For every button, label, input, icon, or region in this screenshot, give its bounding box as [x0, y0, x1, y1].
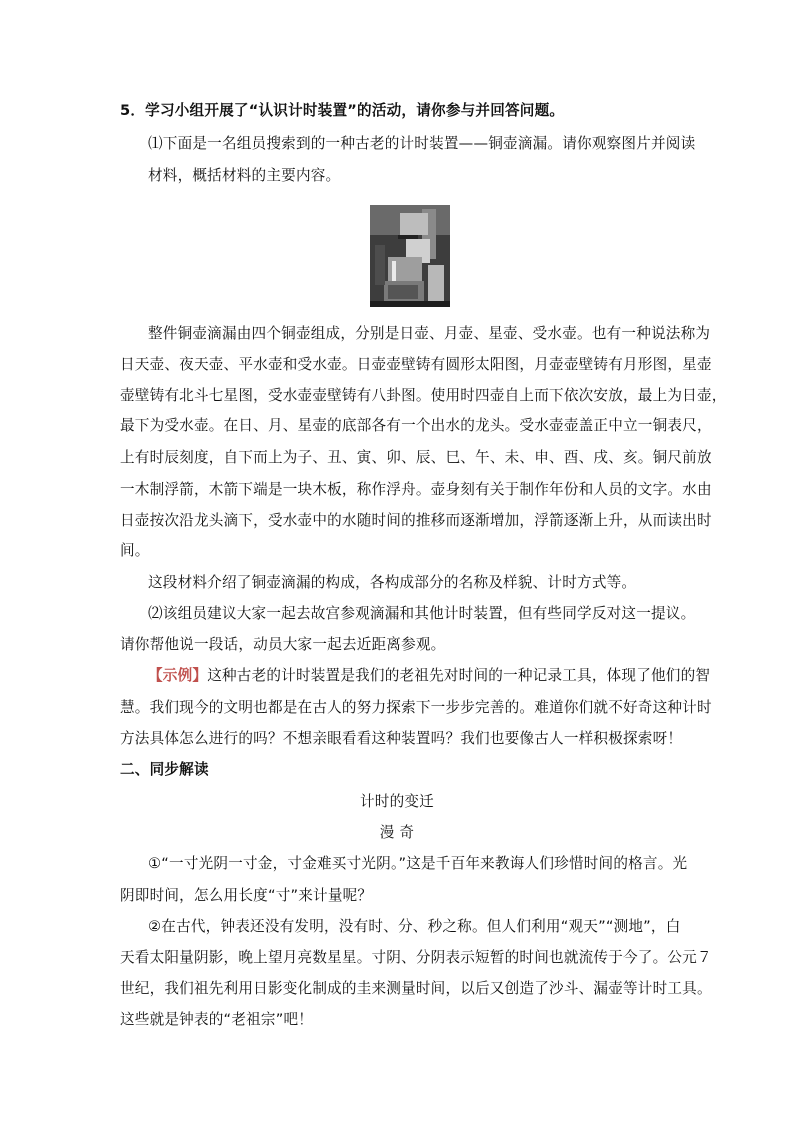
- part2-line-1: ⑵该组员建议大家一起去故宫参观滴漏和其他计时装置，但有些同学反对这一提议。: [148, 605, 696, 622]
- section2-heading: 二、同步解读: [120, 761, 209, 778]
- material-line-1: 整件铜壶滴漏由四个铜壶组成，分别是日壶、月壶、星壶、受水壶。也有一种说法称为: [148, 325, 711, 342]
- para1-line-1: ①“一寸光阴一寸金，寸金难买寸光阴。”这是千百年来教诲人们珍惜时间的格言。光: [148, 855, 688, 872]
- part1-line-2: 材料，概括材料的主要内容。: [148, 167, 341, 184]
- material-line-3: 壶壁铸有北斗七星图，受水壶壶壁铸有八卦图。使用时四壶自上而下依次安放，最上为日壶，: [120, 387, 727, 404]
- para2-line-4: 这些就是钟表的“老祖宗”吧！: [120, 1011, 314, 1028]
- part2-line-2: 请你帮他说一段话，动员大家一起去近距离参观。: [120, 636, 446, 653]
- clepsydra-illustration: [370, 205, 450, 307]
- example-line-1: [148, 666, 710, 686]
- question-header: 5．学习小组开展了“认识计时装置”的活动，请你参与并回答问题。: [120, 102, 565, 119]
- article-title: 计时的变迁: [360, 793, 434, 810]
- para2-line-1: ②在古代，钟表还没有发明，没有时、分、秒之称。但人们利用“观天”“测地”，白: [148, 918, 681, 935]
- material-line-6: 一木制浮箭，木箭下端是一块木板，称作浮舟。壶身刻有关于制作年份和人员的文字。水由: [120, 481, 712, 498]
- article-author: 漫 奇: [379, 824, 415, 841]
- bronze-clepsydra-photo: [370, 205, 450, 307]
- material-line-5: 上有时辰刻度，自下而上为子、丑、寅、卯、辰、巳、午、未、申、酉、戌、亥。铜尺前放: [120, 449, 712, 466]
- material-line-2: 日天壶、夜天壶、平水壶和受水壶。日壶壶壁铸有圆形太阳图，月壶壶壁铸有月形图，星壶: [120, 356, 712, 373]
- material-line-7: 日壶按次沿龙头滴下，受水壶中的水随时间的推移而逐渐增加，浮箭逐渐上升，从而读出时: [120, 512, 712, 529]
- example-line-2: 慧。我们现今的文明也都是在古人的努力探索下一步步完善的。难道你们就不好奇这种计时: [120, 699, 712, 716]
- material-line-8: 间。: [120, 542, 150, 559]
- material-line-4: 最下为受水壶。在日、月、星壶的底部各有一个出水的龙头。受水壶壶盖正中立一铜表尺，: [120, 417, 712, 434]
- para2-line-2: 天看太阳量阴影，晚上望月亮数星星。寸阴、分阴表示短暂的时间也就流传于今了。公元７: [120, 949, 712, 966]
- answer1-text: 这段材料介绍了铜壶滴漏的构成，各构成部分的名称及样貌、计时方式等。: [148, 574, 637, 591]
- example-tag: 【示例】: [148, 667, 208, 684]
- example-line-3: 方法具体怎么进行的吗？不想亲眼看看这种装置吗？我们也要像古人一样积极探索呀！: [120, 730, 683, 747]
- example-line-1-text: 这种古老的计时装置是我们的老祖先对时间的一种记录工具，体现了他们的智: [207, 667, 711, 684]
- part1-line-1: ⑴下面是一名组员搜索到的一种古老的计时装置——铜壶滴漏。请你观察图片并阅读: [148, 135, 696, 152]
- para2-line-3: 世纪，我们祖先利用日影变化制成的圭来测量时间，以后又创造了沙斗、漏壶等计时工具。: [120, 980, 712, 997]
- para1-line-2: 阴即时间，怎么用长度“寸”来计量呢？: [120, 887, 373, 904]
